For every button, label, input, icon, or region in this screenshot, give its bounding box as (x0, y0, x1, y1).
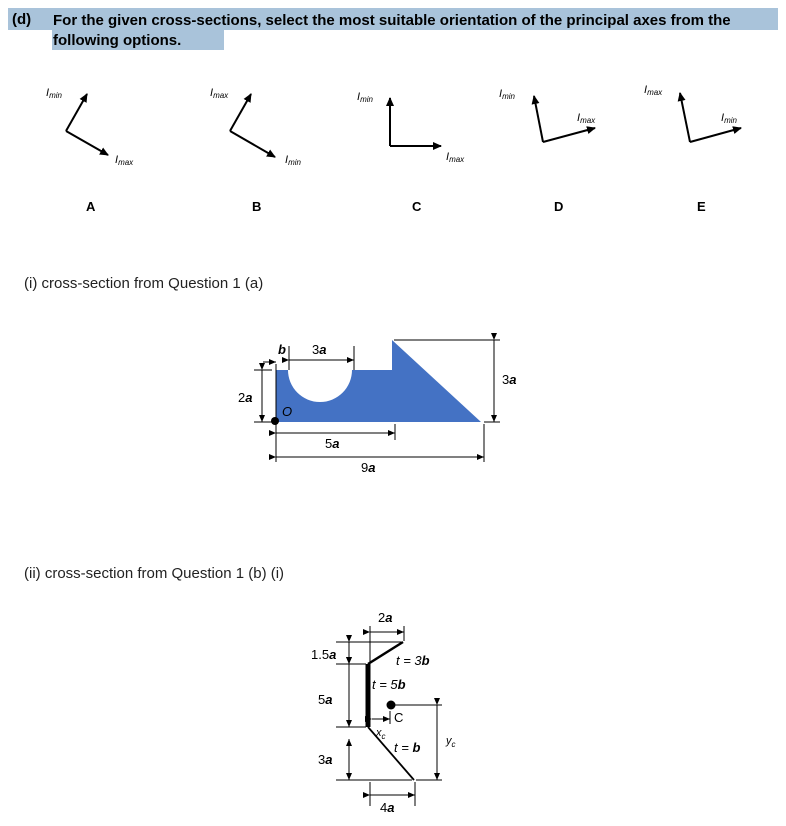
cross-section-i-shape (276, 340, 481, 422)
option-b-up-label: Imax (210, 87, 229, 100)
question-text: For the given cross-sections, select the most suitable orientation of the principal axes from the following options. (53, 12, 731, 49)
option-c-letter: C (412, 199, 422, 214)
option-a-up-label: Imin (46, 87, 62, 100)
option-d-side-label: Imax (577, 112, 596, 125)
option-d (499, 88, 596, 214)
option-e-side-label: Imin (721, 112, 737, 125)
label-3a-top: 3a (312, 342, 327, 357)
label-9a: 9a (361, 460, 376, 475)
label-3a-ii: 3a (318, 752, 333, 767)
option-c-up-label: Imin (357, 91, 373, 104)
label-5a: 5a (325, 436, 340, 451)
origin-point (271, 417, 279, 425)
option-a (46, 87, 134, 214)
option-d-letter: D (554, 199, 564, 214)
question-label: (d) (12, 11, 32, 28)
label-xc: $x_c$ (376, 727, 386, 741)
option-c (357, 91, 465, 214)
option-b-side-label: Imin (285, 154, 301, 167)
label-yc: $y_c$ (446, 735, 456, 749)
label-2a-ii: 2a (378, 610, 393, 625)
label-1-5a: 1.5a (311, 647, 337, 662)
option-e-up-label: Imax (644, 84, 663, 97)
label-5a-ii: 5a (318, 692, 333, 707)
cross-section-ii (311, 610, 456, 815)
label-4a: 4a (380, 800, 395, 815)
option-a-side-label: Imax (115, 154, 134, 167)
cross-section-i (238, 340, 516, 475)
part-i-title: (i) cross-section from Question 1 (a) (24, 275, 264, 292)
label-c: C (394, 710, 404, 725)
label-t5b: t = 5b (372, 677, 406, 692)
centroid-point (387, 701, 396, 710)
option-b-letter: B (252, 199, 262, 214)
label-b: b (278, 342, 286, 357)
label-o: O (282, 404, 293, 419)
option-d-up-label: Imin (499, 88, 515, 101)
option-e (644, 84, 741, 214)
label-t3b: t = 3b (396, 653, 430, 668)
option-a-letter: A (86, 199, 96, 214)
option-b (210, 87, 302, 214)
label-3a-right: 3a (502, 372, 517, 387)
option-c-side-label: Imax (446, 151, 465, 164)
label-tb: t = b (394, 740, 421, 755)
option-e-letter: E (697, 199, 706, 214)
part-ii-title: (ii) cross-section from Question 1 (b) (i) (24, 565, 285, 582)
label-2a: 2a (238, 390, 253, 405)
